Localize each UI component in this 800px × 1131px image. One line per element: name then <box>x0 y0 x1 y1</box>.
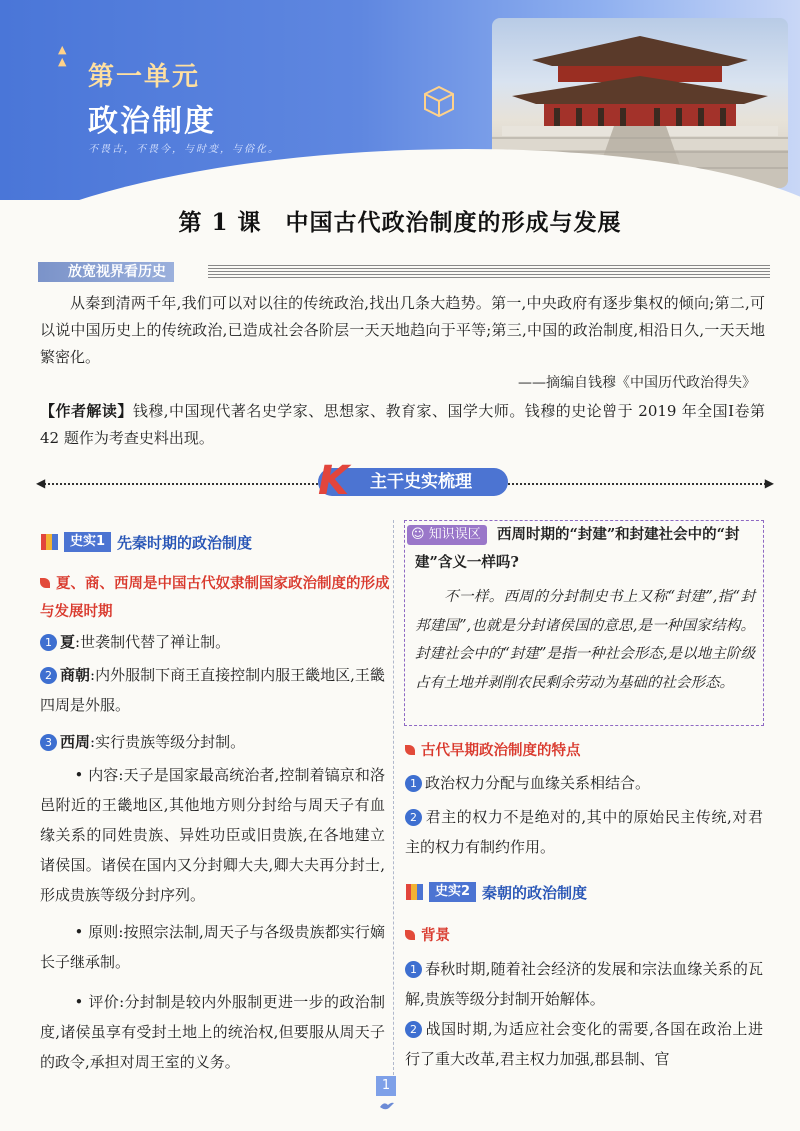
sub-heading-xia-shang-zhou: 夏、商、西周是中国古代奴隶制国家政治制度的形成与发展时期 <box>40 576 390 620</box>
item-xia: 1 夏:世袭制代替了禅让制。 <box>40 627 385 657</box>
vision-section-header <box>38 262 770 282</box>
number-2-icon: 2 <box>405 1021 422 1038</box>
section-history-fact-2 <box>405 880 587 904</box>
misconception-question: 西周时期的“封建”和封建社会中的“封建”含义一样吗? <box>415 526 740 571</box>
knowledge-misconception-box <box>404 520 764 726</box>
number-1-icon: 1 <box>405 775 422 792</box>
background-2: 2 战国时期,为适应社会变化的需要,各国在政治上进行了重大改革,君主权力加强,郡县制、官 <box>405 1020 763 1068</box>
detail-evaluation: • 评价:分封制是较内外服制更进一步的政治制度,诸侯虽享有受封土地上的统治权,但要服从周天子的政令,承担对周王室的义务。 <box>40 993 385 1071</box>
leaf-icon <box>405 745 415 755</box>
vision-label: 放宽视界看历史 <box>38 262 174 282</box>
page-number: 1 <box>376 1076 396 1096</box>
qian-mu-quote: 从秦到清两千年,我们可以对以往的传统政治,找出几条大趋势。第一,中央政府有逐步集权的倾向;第二,可以说中国历史上的传统政治,已造成社会各阶层一天天地趋向于平等;第三,中国的政治制度,相沿日久,一天天地繁密化。 <box>40 294 765 366</box>
main-facts-divider <box>36 458 774 504</box>
item-xizhou: 3 西周:实行贵族等级分封制。 <box>40 727 385 757</box>
author-note-text: 钱穆,中国现代著名史学家、思想家、教育家、国学大师。钱穆的史论曾于 2019 年全国Ⅰ卷第 42 题作为考查史料出现。 <box>40 402 765 447</box>
book-icon <box>40 532 60 552</box>
number-1-icon: 1 <box>405 961 422 978</box>
fact-tag-1: 史实1 <box>64 532 111 552</box>
sub-heading-early-features: 古代早期政治制度的特点 <box>405 737 763 765</box>
fact-title-2: 秦朝的政治制度 <box>482 883 588 902</box>
bird-icon <box>379 1100 395 1112</box>
main-facts-badge: 主干史实梳理 <box>318 468 508 496</box>
unit-label: 第一单元 <box>88 62 201 92</box>
arrow-left-icon: ◀ <box>36 476 46 490</box>
fact-tag-2: 史实2 <box>429 882 476 902</box>
lesson-title: 第 1 课 中国古代政治制度的形成与发展 <box>178 209 622 236</box>
misconception-tag: ☺ 知识误区 <box>407 525 487 545</box>
quote-source: ——摘编自钱穆《中国历代政治得失》 <box>518 375 756 391</box>
k-letter-icon: K <box>318 458 349 504</box>
number-2-icon: 2 <box>40 667 57 684</box>
decorative-lines <box>208 265 770 279</box>
unit-motto: 不畏古，不畏今，与时变，与俗化。 <box>88 144 280 155</box>
feature-1: 1 政治权力分配与血缘关系相结合。 <box>405 768 763 798</box>
book-icon <box>405 882 425 902</box>
section-history-fact-1 <box>40 530 252 554</box>
number-1-icon: 1 <box>40 634 57 651</box>
column-divider <box>393 520 394 1080</box>
unit-banner <box>0 0 800 200</box>
detail-content: • 内容:天子是国家最高统治者,控制着镐京和洛邑附近的王畿地区,其他地方则分封给与周天子有血缘关系的同姓贵族、异姓功臣或旧贵族,在各地建立诸侯国。诸侯在国内又分封卿大夫,卿大夫再分封士,形成贵族等级分封序列。 <box>40 766 385 904</box>
author-note-label: 【作者解读】 <box>40 402 133 420</box>
detail-principle: • 原则:按照宗法制,周天子与各级贵族都实行嫡长子继承制。 <box>40 923 385 971</box>
number-3-icon: 3 <box>40 734 57 751</box>
leaf-icon <box>405 930 415 940</box>
fact-title-1: 先秦时期的政治制度 <box>117 533 253 552</box>
feature-2: 2 君主的权力不是绝对的,其中的原始民主传统,对君主的权力有制约作用。 <box>405 808 763 856</box>
number-2-icon: 2 <box>405 809 422 826</box>
unit-title: 政治制度 <box>88 104 216 139</box>
misconception-answer: 不一样。西周的分封制史书上又称“封建”,指“封邦建国”,也就是分封诸侯国的意思,是一种国家结构。封建社会中的“封建”是指一种社会形态,是以地主阶级占有土地并剥削农民剩余劳动为基础的社会形态。 <box>415 589 755 691</box>
leaf-icon <box>40 578 50 588</box>
cube-icon <box>422 84 456 118</box>
arrow-right-icon: ▶ <box>764 476 774 490</box>
sub-heading-background: 背景 <box>405 922 450 950</box>
triangle-decoration-icon: ▲ ▲ <box>58 43 67 68</box>
background-1: 1 春秋时期,随着社会经济的发展和宗法血缘关系的瓦解,贵族等级分封制开始解体。 <box>405 960 763 1008</box>
item-shang: 2 商朝:内外服制下商王直接控制内服王畿地区,王畿四周是外服。 <box>40 666 385 714</box>
author-note <box>40 398 765 452</box>
